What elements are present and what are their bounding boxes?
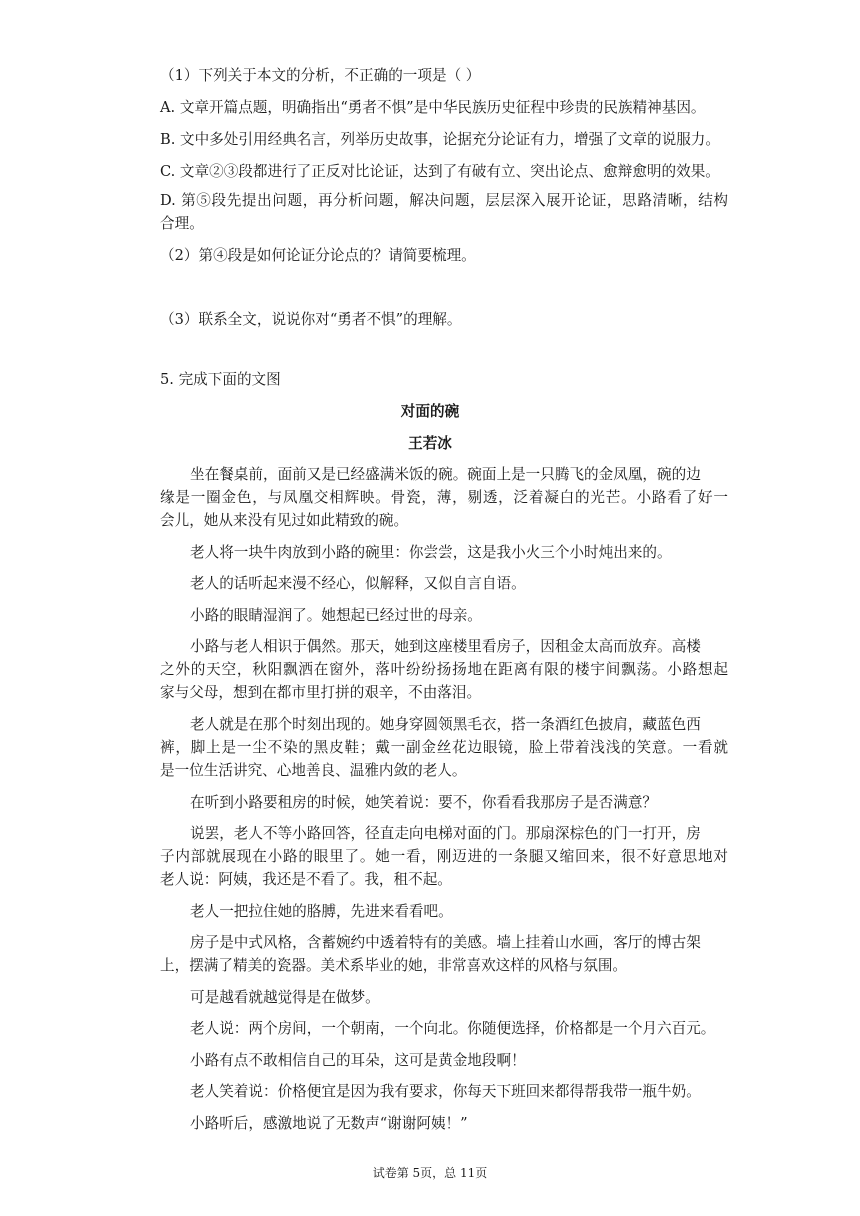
paragraph: 老人笑着说：价格便宜是因为我有要求，你每天下班回来都得帮我带一瓶牛奶。 (190, 1083, 701, 1100)
paragraph: 小路的眼睛湿润了。她想起已经过世的母亲。 (190, 607, 482, 624)
paragraph: 小路听后，感激地说了无数声“谢谢阿姨！” (190, 1115, 468, 1132)
question-3: （3）联系全文，说说你对“勇者不惧”的理解。 (160, 311, 462, 328)
paragraph-line: 说罢，老人不等小路回答，径直走向电梯对面的门。那扇深棕色的门一打开，房 (190, 825, 701, 842)
paragraph: 可是越看就越觉得是在做梦。 (190, 989, 380, 1006)
q1-option-c: C. 文章②③段都进行了正反对比论证，达到了有破有立、突出论点、愈辩愈明的效果。 (160, 163, 720, 180)
q1-option-a: A. 文章开篇点题，明确指出“勇者不惧”是中华民族历史征程中珍贵的民族精神基因。 (160, 99, 706, 116)
section-5-heading: 5. 完成下面的文图 (160, 371, 281, 388)
paragraph-line: 之外的天空，秋阳飘洒在窗外，落叶纷纷扬扬地在距离有限的楼宇间飘荡。小路想起 (160, 661, 728, 678)
paragraph-line: 小路与老人相识于偶然。那天，她到这座楼里看房子，因租金太高而放弃。高楼 (190, 638, 701, 655)
paragraph: 老人说：两个房间，一个朝南，一个向北。你随便选择，价格都是一个月六百元。 (190, 1020, 716, 1037)
paragraph-line: 房子是中式风格，含蓄婉约中透着特有的美感。墙上挂着山水画，客厅的博古架 (190, 934, 701, 951)
page-footer: 试卷第 5页，总 11页 (372, 1166, 488, 1180)
q1-stem: （1）下列关于本文的分析，不正确的一项是（ ） (160, 67, 481, 84)
q1-option-d-cont: 合理。 (160, 215, 204, 232)
q1-option-d: D. 第⑤段先提出问题，再分析问题，解决问题，层层深入展开论证，思路清晰，结构 (160, 192, 728, 209)
paragraph-line: 家与父母，想到在都市里打拼的艰辛，不由落泪。 (160, 684, 482, 701)
article-title: 对面的碗 (400, 403, 460, 420)
paragraph-line: 老人说：阿姨，我还是不看了。我，租不起。 (160, 871, 452, 888)
paragraph-line: 坐在餐桌前，面前又是已经盛满米饭的碗。碗面上是一只腾飞的金凤凰，碗的边 (190, 466, 701, 483)
paragraph-line: 上，摆满了精美的瓷器。美术系毕业的她，非常喜欢这样的风格与氛围。 (160, 957, 628, 974)
paragraph: 老人将一块牛肉放到小路的碗里：你尝尝，这是我小火三个小时炖出来的。 (190, 544, 672, 561)
paragraph: 小路有点不敢相信自己的耳朵，这可是黄金地段啊！ (190, 1052, 526, 1069)
paragraph: 老人一把拉住她的胳膊，先进来看看吧。 (190, 903, 453, 920)
article-author: 王若冰 (408, 435, 452, 452)
paragraph-line: 是一位生活讲究、心地善良、温雅内敛的老人。 (160, 762, 467, 779)
paragraph-line: 缘是一圈金色，与凤凰交相辉映。骨瓷，薄，剔透，泛着凝白的光芒。小路看了好一 (160, 489, 728, 506)
paragraph-line: 子内部就展现在小路的眼里了。她一看，刚迈进的一条腿又缩回来，很不好意思地对 (160, 848, 728, 865)
question-2: （2）第④段是如何论证分论点的？请简要梳理。 (160, 247, 476, 264)
q1-option-b: B. 文中多处引用经典名言，列举历史故事，论据充分论证有力，增强了文章的说服力。 (160, 131, 720, 148)
paragraph-line: 老人就是在那个时刻出现的。她身穿圆领黑毛衣，搭一条酒红色披肩，藏蓝色西 (190, 716, 701, 733)
paragraph: 在听到小路要租房的时候，她笑着说：要不，你看看我那房子是否满意？ (190, 794, 658, 811)
paragraph: 老人的话听起来漫不经心，似解释，又似自言自语。 (190, 575, 526, 592)
paragraph-line: 裤，脚上是一尘不染的黑皮鞋；戴一副金丝花边眼镜，脸上带着浅浅的笑意。一看就 (160, 739, 728, 756)
paragraph-line: 会儿，她从来没有见过如此精致的碗。 (160, 512, 409, 529)
